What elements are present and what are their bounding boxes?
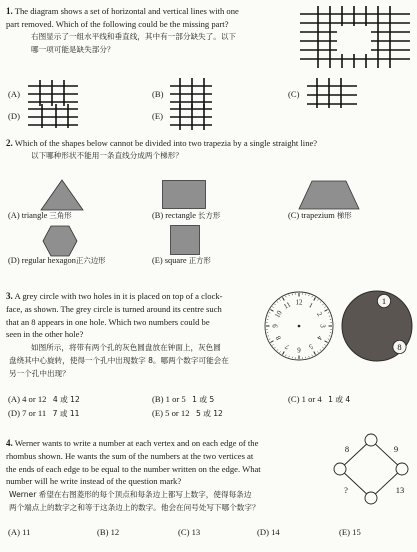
q4-vertex-bottom (365, 492, 377, 504)
q1-option-a-label[interactable]: (A) (8, 89, 20, 99)
q2-option-e[interactable] (152, 255, 211, 268)
q2-text-en (6, 137, 411, 150)
q1-text-en-line2: part removed. Which of the following could be the missing part? (6, 18, 229, 29)
q3-clock-number: 1 (307, 301, 315, 310)
q4-edge-label-top-left: 8 (344, 444, 350, 454)
q3-disc-hole-bottom-number: 8 (397, 342, 402, 352)
q2-option-b-name: rectangle (165, 211, 196, 220)
q3-number: 3. (6, 291, 13, 301)
q2-option-d[interactable] (8, 255, 106, 268)
q4-text-cn-line1: Werner 希望在右图菱形的每个顶点和每条边上都写上数字，使得每条边 (9, 490, 252, 499)
q1-text-cn-line2: 哪一项可能是缺失部分？ (31, 44, 115, 54)
q1-option-e-grid[interactable] (170, 104, 212, 130)
q1-number: 1. (6, 6, 13, 16)
q4-option-e-value: 15 (352, 527, 361, 537)
q3-option-e-letter: (E) (152, 408, 163, 418)
q3-option-b-en: 1 or 5 (165, 394, 186, 404)
q1-text-cn (31, 31, 301, 57)
q4-vertex-top (365, 434, 377, 446)
q4-text-en-line4: number will he write instead of the question mark? (6, 476, 182, 487)
q2-option-c[interactable] (288, 210, 352, 223)
q4-text-en (6, 437, 324, 488)
q3-clock-face (264, 291, 334, 361)
q4-option-c-value: 13 (191, 527, 201, 537)
q2-square-shape[interactable] (170, 225, 200, 255)
q3-option-d-letter: (D) (8, 408, 20, 418)
q3-clock-number: 8 (274, 334, 283, 342)
q3-option-e[interactable] (152, 408, 223, 421)
q2-option-a[interactable] (8, 210, 72, 223)
q3-option-a-letter: (A) (8, 394, 20, 404)
q2-option-b-letter: (B) (152, 211, 164, 220)
q3-clock-number: 5 (307, 342, 315, 351)
q4-text-en-line1: Werner wants to write a number at each vertex and on each edge of the (14, 438, 259, 448)
q2-triangle-shape[interactable] (40, 179, 84, 211)
q2-option-a-cn: 三角形 (49, 211, 72, 220)
q4-option-c[interactable] (178, 527, 200, 537)
q2-trapezium-shape[interactable] (298, 180, 360, 210)
q3-option-d[interactable] (8, 408, 80, 421)
q4-option-b-value: 12 (110, 527, 120, 537)
q3-option-b-cn: 1 或 5 (192, 395, 215, 404)
q3-option-e-cn: 5 或 12 (195, 409, 223, 418)
q2-option-b[interactable] (152, 210, 220, 223)
q3-option-c[interactable] (288, 394, 350, 407)
q4-edge-label-bottom-right: 13 (395, 485, 405, 495)
q1-option-e-label[interactable]: (E) (152, 111, 163, 121)
q3-text-cn-cont (9, 355, 284, 381)
q4-number: 4. (6, 438, 13, 448)
q2-option-e-letter: (E) (152, 256, 163, 265)
q3-text-cn-line1: 如图所示，将带有两个孔的灰色圆盘放在钟面上，灰色圆 (31, 343, 221, 352)
q3-text-cn-line2: 盘绕其中心旋转，使得一个孔中出现数字 8。哪两个数字可能会在 (9, 356, 229, 365)
q1-option-b-label[interactable]: (B) (152, 89, 164, 99)
q3-option-c-cn: 1 或 4 (328, 395, 351, 404)
q3-option-d-en: 7 or 11 (22, 408, 47, 418)
q3-text-en-line2: face, as shown. The grey circle is turned around its centre such (6, 303, 222, 314)
q3-clock-number: 11 (282, 300, 293, 311)
q2-option-e-cn: 正方形 (188, 256, 211, 265)
q2-option-c-letter: (C) (288, 211, 300, 220)
q4-option-a-value: 11 (22, 527, 31, 537)
q2-rectangle-shape[interactable] (162, 180, 206, 209)
q3-clock-number: 7 (283, 342, 291, 351)
q4-option-e-letter: (E) (339, 527, 350, 537)
q4-text-en-line2: rhombus shown. He wants the sum of the numbers at the two vertices at (6, 450, 254, 461)
q2-text-en-line: Which of the shapes below cannot be divided into two trapezia by a single straight line? (14, 138, 318, 148)
q3-clock-number: 3 (318, 324, 327, 328)
q2-hexagon-shape[interactable] (42, 225, 78, 257)
q3-clock-number: 2 (315, 310, 324, 318)
q2-option-b-cn: 长方形 (198, 211, 221, 220)
q4-option-b-letter: (B) (97, 527, 109, 537)
q3-option-c-letter: (C) (288, 394, 300, 404)
q2-option-a-name: triangle (21, 211, 48, 220)
q1-text-cn-line1: 右图显示了一组水平线和垂直线，其中有一部分缺失了。以下 (31, 32, 237, 41)
q3-option-e-en: 5 or 12 (165, 408, 190, 418)
q1-option-c-label[interactable]: (C) (288, 89, 300, 99)
q4-option-d-value: 14 (271, 527, 280, 537)
q4-rhombus-diagram (330, 432, 412, 504)
q3-text-en-line4: seen in the other hole? (6, 329, 84, 340)
q4-text-cn (9, 489, 329, 515)
q4-option-a-letter: (A) (8, 527, 20, 537)
q4-vertex-right (396, 463, 408, 475)
q1-option-d-grid[interactable] (28, 104, 78, 128)
q4-vertex-left (334, 463, 346, 475)
q1-line-grid (300, 6, 410, 68)
q3-text-en (6, 290, 281, 341)
q3-text-cn-line3: 另一个孔中出现？ (9, 368, 70, 378)
q4-option-d[interactable] (257, 527, 280, 537)
q2-option-d-letter: (D) (8, 256, 20, 265)
q3-clock-number: 9 (271, 324, 280, 328)
q4-edge-label-top-right: 9 (393, 444, 399, 454)
q3-text-en-line1: A grey circle with two holes in it is placed on top of a clock- (14, 291, 223, 301)
q4-option-a[interactable] (8, 527, 30, 537)
q3-option-b[interactable] (152, 394, 214, 407)
q1-option-a-grid[interactable] (28, 80, 78, 106)
q3-option-d-cn: 7 或 11 (52, 409, 80, 418)
q3-option-b-letter: (B) (152, 394, 164, 404)
q1-text-en (6, 5, 296, 31)
q4-edge-label-bottom-left: ? (344, 485, 348, 495)
q3-grey-disc (341, 290, 413, 362)
q1-text-en-line1: The diagram shows a set of horizontal and vertical lines with one (14, 6, 239, 16)
q3-clock-number: 10 (273, 309, 284, 320)
q3-clock-number: 4 (315, 334, 324, 342)
q1-option-c-grid[interactable] (307, 78, 357, 108)
q2-option-c-cn: 梯形 (336, 211, 352, 220)
q3-clock-number: 6 (297, 345, 301, 354)
q3-clock-number: 12 (295, 298, 303, 307)
q2-option-e-name: square (164, 256, 187, 265)
q3-option-a-cn: 4 或 12 (52, 395, 80, 404)
q2-number: 2. (6, 138, 13, 148)
q4-option-b[interactable] (97, 527, 119, 537)
q4-option-c-letter: (C) (178, 527, 190, 537)
q2-text-cn: 以下哪种形状不能用一条直线分成两个梯形？ (31, 151, 183, 160)
q2-option-d-name: regular hexagon (21, 256, 76, 265)
q3-option-a[interactable] (8, 394, 80, 407)
q4-text-cn-line2: 两个端点上的数字之和等于这条边上的数字。他会在问号处写下哪个数字？ (9, 502, 260, 512)
q4-text-en-line3: the ends of each edge to be equal to the number written on the edge. What (6, 463, 261, 474)
q2-option-d-cn: 正六边形 (75, 256, 106, 265)
q2-option-c-name: trapezium (301, 211, 335, 220)
q3-text-cn (31, 342, 286, 355)
q3-option-c-en: 1 or 4 (301, 394, 322, 404)
q1-option-d-label[interactable]: (D) (8, 111, 20, 121)
q4-option-e[interactable] (339, 527, 361, 537)
q2-option-a-letter: (A) (8, 211, 20, 220)
q3-disc-hole-top-number: 1 (381, 296, 387, 306)
q4-option-d-letter: (D) (257, 527, 269, 537)
q3-text-en-line3: that an 8 appears in one hole. Which two numbers could be (6, 316, 210, 327)
q3-option-a-en: 4 or 12 (22, 394, 47, 404)
